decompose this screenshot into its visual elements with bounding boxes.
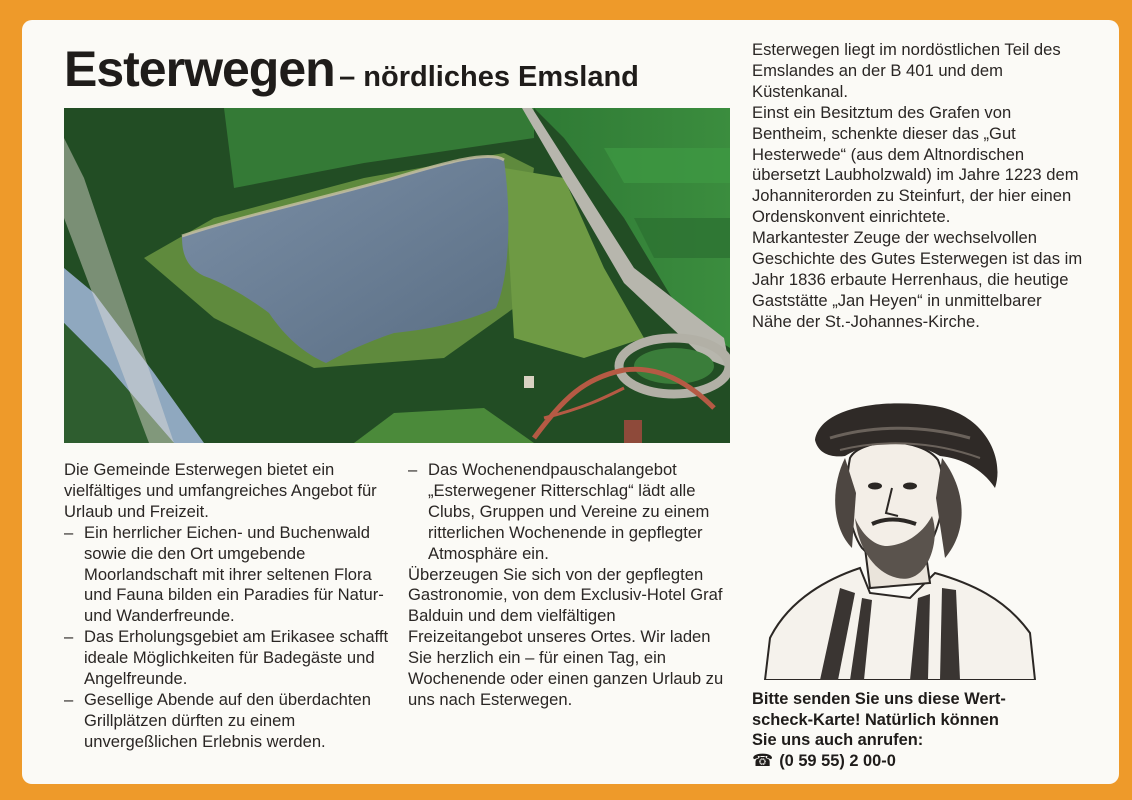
middle-column <box>408 460 733 711</box>
middle-paragraph: Überzeugen Sie sich von der gepflegten Gastronomie, von dem Exclusiv-Hotel Graf Balduin und dem vielfältigen Freizeitangebot unseres Ortes. Wir laden Sie herzlich ein – für einen Tag, ein Wochenende oder einen ganzen Urlaub zu uns nach Esterwegen. <box>408 564 724 709</box>
left-column <box>64 460 394 753</box>
aerial-lake-illustration <box>64 108 730 443</box>
phone-row <box>752 751 1092 772</box>
right-paragraph-3: Markantester Zeuge der wechselvollen Geschichte des Gutes Esterwegen ist das im Jahr 1836 erbaute Herrenhaus, die heutige Gaststätte „Jan Heyen“ in unmittelbarer Nähe der St.-Johannes-Kirche. <box>752 228 1083 331</box>
list-item-text: Ein herrlicher Eichen- und Buchenwald sowie die den Ort umgebende Moorlandschaft mit ihrer seltenen Flora und Fauna bilden ein Paradies für Natur- und Wanderfreunde. <box>84 522 384 626</box>
aerial-lake-photo <box>64 108 730 443</box>
knight-portrait <box>760 398 1042 680</box>
list-item: – Das Erholungsgebiet am Erikasee schafft ideale Möglichkeiten für Badegäste und Angelfreunde. <box>64 627 394 690</box>
title-main: Esterwegen <box>64 41 335 97</box>
phone-icon: ☎ <box>752 750 774 770</box>
cta-line-3: Sie uns auch anrufen: <box>752 731 924 749</box>
right-paragraph-1: Esterwegen liegt im nordöstlichen Teil des Emslandes an der B 401 und dem Küstenkanal. <box>752 40 1061 101</box>
list-item: – Ein herrlicher Eichen- und Buchenwald sowie die den Ort umgebende Moorlandschaft mit ihrer seltenen Flora und Fauna bilden ein Paradies für Natur- und Wanderfreunde. <box>64 523 394 628</box>
list-item-text: Das Wochenendpauschalangebot „Esterwegener Ritterschlag“ lädt alle Clubs, Gruppen und Vereine zu einem ritterlichen Wochenende in gepflegter Atmosphäre ein. <box>428 460 710 563</box>
list-item: – Das Wochenendpauschalangebot „Esterwegener Ritterschlag“ lädt alle Clubs, Gruppen und Vereine zu einem ritterlichen Wochenende in gepflegter Atmosphäre ein. <box>408 460 733 565</box>
list-item-text: Das Erholungsgebiet am Erikasee schafft ideale Möglichkeiten für Badegäste und Angelfreunde. <box>84 627 389 689</box>
title-sub: – nördliches Emsland <box>339 61 639 93</box>
phone-number: (0 59 55) 2 00-0 <box>779 751 896 770</box>
list-item: – Gesellige Abende auf den überdachten Grillplätzen dürften zu einem unvergeßlichen Erlebnis werden. <box>64 690 394 753</box>
right-column <box>752 40 1084 333</box>
left-intro: Die Gemeinde Esterwegen bietet ein vielfältiges und umfangreiches Angebot für Urlaub und Freizeit. <box>64 460 377 521</box>
cta-line-2: scheck-Karte! Natürlich können <box>752 710 999 729</box>
list-item-text: Gesellige Abende auf den überdachten Grillplätzen dürften zu einem unvergeßlichen Erlebnis werden. <box>84 689 371 751</box>
right-paragraph-2: Einst ein Besitztum des Grafen von Bentheim, schenkte dieser das „Gut Hesterwede“ (aus dem Altnordischen übersetzt Laubholzwald) im Jahre 1223 dem Johanniterorden zu Steinfurt, der hier einen Ordenskonvent einrichtete. <box>752 102 1079 227</box>
portrait-illustration <box>760 398 1042 680</box>
page-title <box>64 40 639 98</box>
call-to-action <box>752 689 1092 771</box>
cta-line-1: Bitte senden Sie uns diese Wert- <box>752 690 1006 708</box>
